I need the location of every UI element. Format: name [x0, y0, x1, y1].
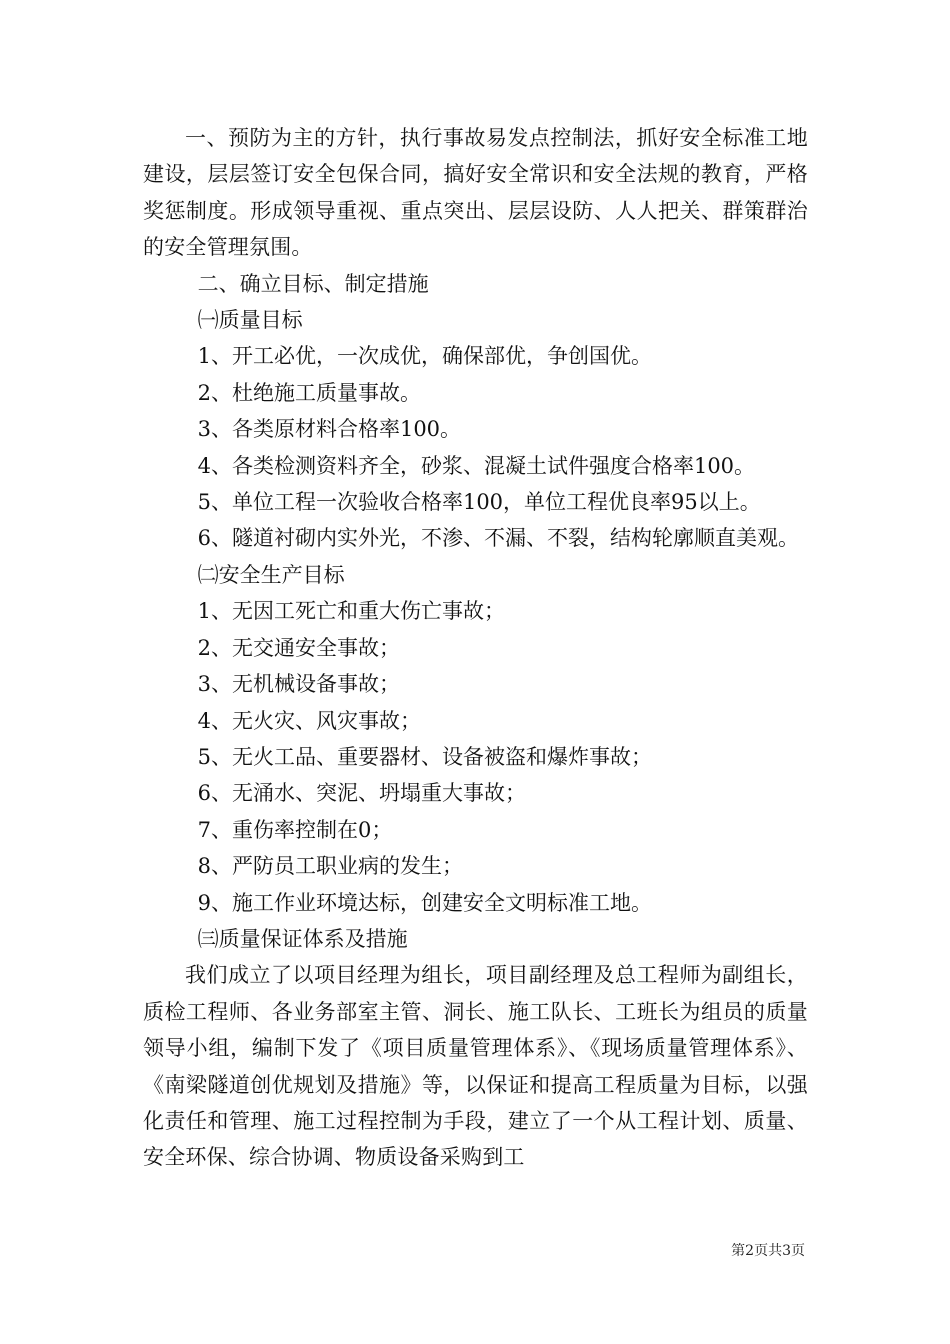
list-item: 5、单位工程一次验收合格率100，单位工程优良率95以上。 [197, 490, 761, 515]
paragraph-safety-policy: 一、预防为主的方针，执行事故易发点控制法，抓好安全标准工地建设，层层签订安全包保合同，搞好安全常识和安全法规的教育，严格奖惩制度。形成领导重视、重点突出、层层设防、人人把关、群策群治的安全管理氛围。 [143, 126, 808, 260]
heading-quality-goals: ㈠质量目标 [197, 308, 303, 333]
page-number: 第2页共3页 [731, 1243, 805, 1259]
list-item: 4、各类检测资料齐全，砂浆、混凝土试件强度合格率100。 [197, 453, 756, 478]
list-item: 3、各类原材料合格率100。 [197, 417, 462, 442]
list-item: 2、无交通安全事故； [197, 635, 400, 660]
heading-quality-system: ㈢质量保证体系及措施 [197, 926, 408, 951]
list-item: 1、开工必优，一次成优，确保部优，争创国优。 [197, 344, 652, 369]
list-item: 6、隧道衬砌内实外光，不渗、不漏、不裂，结构轮廓顺直美观。 [197, 526, 799, 551]
list-item: 3、无机械设备事故； [197, 672, 400, 697]
list-item: 1、无因工死亡和重大伤亡事故； [197, 599, 505, 624]
document-body [143, 120, 808, 1176]
list-item: 2、杜绝施工质量事故。 [197, 380, 421, 405]
heading-safety-goals: ㈡安全生产目标 [197, 562, 345, 587]
list-item: 5、无火工品、重要器材、设备被盗和爆炸事故； [197, 744, 652, 769]
heading-goals: 二、确立目标、制定措施 [197, 271, 429, 296]
list-item: 9、施工作业环境达标，创建安全文明标准工地。 [197, 890, 652, 915]
list-item: 4、无火灾、风灾事故； [197, 708, 421, 733]
list-item: 6、无涌水、突泥、坍塌重大事故； [197, 781, 526, 806]
paragraph-quality-system: 我们成立了以项目经理为组长，项目副经理及总工程师为副组长，质检工程师、各业务部室主管、洞长、施工队长、工班长为组员的质量领导小组，编制下发了《项目质量管理体系》、《现场质量管理体系》、《南梁隧道创优规划及措施》等，以保证和提高工程质量为目标，以强化责任和管理、施工过程控制为手段，建立了一个从工程计划、质量、安全环保、综合协调、物质设备采购到工 [143, 963, 808, 1170]
list-item: 8、严防员工职业病的发生； [197, 854, 463, 879]
list-item: 7、重伤率控制在0； [197, 817, 393, 842]
